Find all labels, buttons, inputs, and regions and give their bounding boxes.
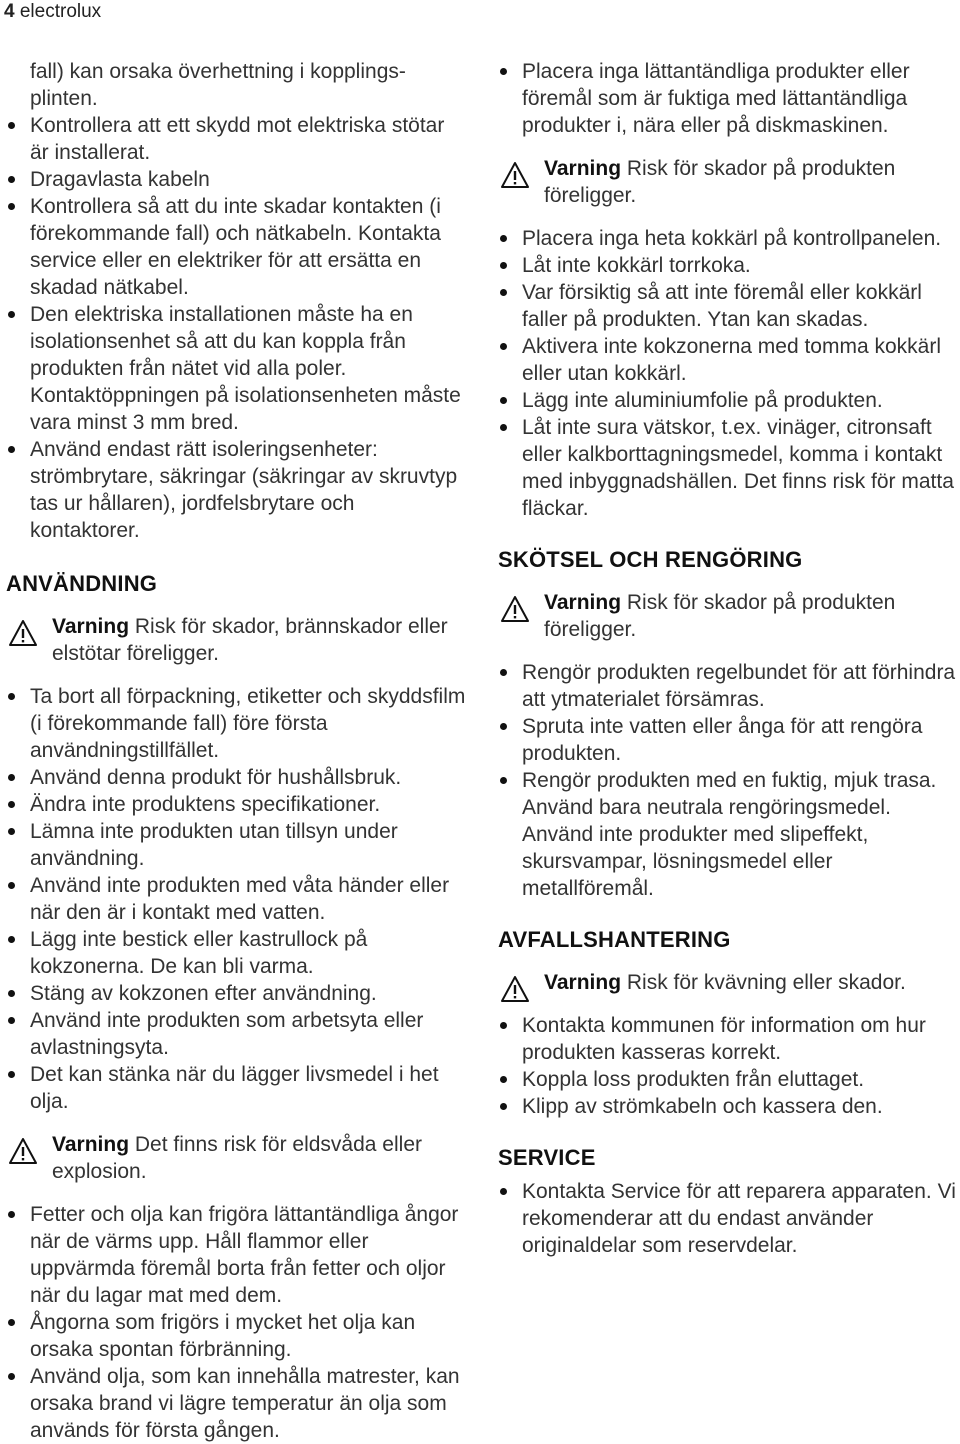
warning-text: Det finns risk för eldsvåda eller explosion. <box>52 1133 422 1183</box>
list-item-text: Lämna inte produkten utan tillsyn under användning. <box>30 820 398 870</box>
list-item-text: Kontrollera så att du inte skadar kontakten (i förekommande fall) och nätkabeln. Kontakta service eller en elektriker för att ersätta en skadad nätkabel. <box>30 195 441 299</box>
product-list <box>498 225 960 522</box>
bullet-icon <box>500 669 507 676</box>
list-item <box>6 980 468 1007</box>
warning-label: Varning <box>52 1133 130 1156</box>
list-item <box>6 1309 468 1363</box>
list-item-text: Kontakta Service för att reparera apparaten. Vi rekomenderar att du endast använder originaldelar som reservdelar. <box>522 1180 956 1257</box>
warning-label: Varning <box>52 615 130 638</box>
fire-warning <box>6 1131 468 1185</box>
bullet-icon <box>500 68 507 75</box>
product-warning <box>498 155 960 209</box>
list-item <box>498 1012 960 1066</box>
bullet-icon <box>500 397 507 404</box>
list-item <box>6 791 468 818</box>
page-header <box>4 0 101 24</box>
list-item <box>498 1093 960 1120</box>
list-item-text: Den elektriska installationen måste ha en isolationsenhet så att du kan koppla från produkten från nätet vid alla poler. Kontaktöppningen på isolationsenheten måste vara minst 3 mm bred. <box>30 303 461 434</box>
bullet-icon <box>8 774 15 781</box>
bullet-icon <box>500 723 507 730</box>
list-item-text: Var försiktig så att inte föremål eller kokkärl faller på produkten. Ytan kan skadas. <box>522 281 922 331</box>
warning-icon <box>8 619 38 647</box>
warning-icon <box>500 595 530 623</box>
list-item-text: Klipp av strömkabeln och kassera den. <box>522 1095 883 1118</box>
list-item-text: Använd denna produkt för hushållsbruk. <box>30 766 402 789</box>
bullet-icon <box>8 203 15 210</box>
care-heading: SKÖTSEL OCH RENGÖRING <box>498 547 803 572</box>
intro-list <box>6 112 468 544</box>
list-item <box>498 387 960 414</box>
list-item-text: Ändra inte produktens specifikationer. <box>30 793 381 816</box>
list-item <box>6 764 468 791</box>
bullet-icon <box>500 235 507 242</box>
list-item-text: Dragavlasta kabeln <box>30 168 210 191</box>
warning-label: Varning <box>544 971 622 994</box>
bullet-icon <box>500 1103 507 1110</box>
bullet-icon <box>500 424 507 431</box>
bullet-icon <box>8 1373 15 1380</box>
usage-heading: ANVÄNDNING <box>6 571 158 596</box>
warning-label: Varning <box>544 157 622 180</box>
care-list <box>498 659 960 902</box>
bullet-icon <box>500 1076 507 1083</box>
top-list <box>498 58 960 139</box>
brand-name: electrolux <box>19 1 102 22</box>
list-item <box>6 683 468 764</box>
list-item-text: Rengör produkten med en fuktig, mjuk trasa. Använd bara neutrala rengöringsmedel. Använd inte produkter med slipeffekt, skursvampar, lösningsmedel eller metallföremål. <box>522 769 937 900</box>
list-item <box>6 1363 468 1444</box>
list-item <box>6 436 468 544</box>
bullet-icon <box>8 990 15 997</box>
list-item <box>6 818 468 872</box>
waste-warning <box>498 969 960 996</box>
left-column <box>6 58 468 1444</box>
list-item-text: Rengör produkten regelbundet för att förhindra att ytmaterialet försämras. <box>522 661 956 711</box>
list-item <box>498 58 960 139</box>
list-item-text: Koppla loss produkten från eluttaget. <box>522 1068 865 1091</box>
list-item-text: Använd inte produkten med våta händer eller när den är i kontakt med vatten. <box>30 874 450 924</box>
list-item <box>498 659 960 713</box>
list-item <box>498 767 960 902</box>
bullet-icon <box>8 1319 15 1326</box>
list-item <box>6 1201 468 1309</box>
list-item <box>6 1061 468 1115</box>
list-item <box>6 112 468 166</box>
list-item <box>6 1007 468 1061</box>
bullet-icon <box>8 693 15 700</box>
care-warning <box>498 589 960 643</box>
service-list <box>498 1178 960 1259</box>
bullet-icon <box>8 1017 15 1024</box>
bullet-icon <box>8 882 15 889</box>
list-item-text: Låt inte sura vätskor, t.ex. vinäger, citronsaft eller kalkborttagningsmedel, komma i kontakt med inbyggnadshällen. Det finns risk för matta fläckar. <box>522 416 954 520</box>
waste-list <box>498 1012 960 1120</box>
right-column <box>498 58 960 1259</box>
bullet-icon <box>8 176 15 183</box>
list-item <box>498 225 960 252</box>
list-item <box>498 279 960 333</box>
list-item-text: Låt inte kokkärl torrkoka. <box>522 254 751 277</box>
list-item-text: Lägg inte bestick eller kastrullock på kokzonerna. De kan bli varma. <box>30 928 368 978</box>
list-item <box>498 713 960 767</box>
bullet-icon <box>8 446 15 453</box>
list-item <box>6 193 468 301</box>
fire-list <box>6 1201 468 1444</box>
list-item-text: Använd inte produkten som arbetsyta eller avlastningsyta. <box>30 1009 424 1059</box>
bullet-icon <box>500 343 507 350</box>
bullet-icon <box>8 936 15 943</box>
list-item-text: Lägg inte aluminiumfolie på produkten. <box>522 389 883 412</box>
list-item <box>498 414 960 522</box>
warning-label: Varning <box>544 591 622 614</box>
service-heading: SERVICE <box>498 1145 596 1170</box>
bullet-icon <box>500 262 507 269</box>
bullet-icon <box>8 828 15 835</box>
bullet-icon <box>500 1022 507 1029</box>
bullet-icon <box>500 1188 507 1195</box>
list-item-text: Kontrollera att ett skydd mot elektriska stötar är installerat. <box>30 114 445 164</box>
list-item-text: Placera inga heta kokkärl på kontrollpanelen. <box>522 227 942 250</box>
usage-list <box>6 683 468 1115</box>
list-item-text: Kontakta kommunen för information om hur produkten kasseras korrekt. <box>522 1014 926 1064</box>
page-number: 4 <box>4 1 15 22</box>
list-item-text: Placera inga lättantändliga produkter eller föremål som är fuktiga med lättantändliga produkter i, nära eller på diskmaskinen. <box>522 60 910 137</box>
list-item-text: Ångorna som frigörs i mycket het olja kan orsaka spontan förbränning. <box>30 1311 416 1361</box>
list-item-text: Aktivera inte kokzonerna med tomma kokkärl eller utan kokkärl. <box>522 335 942 385</box>
list-item <box>6 926 468 980</box>
bullet-icon <box>8 801 15 808</box>
list-item <box>6 301 468 436</box>
bullet-icon <box>8 1071 15 1078</box>
usage-warning <box>6 613 468 667</box>
list-item-text: Använd endast rätt isoleringsenheter: strömbrytare, säkringar (säkringar av skruvtyp tas ur hållaren), jordfelsbrytare och kontaktorer. <box>30 438 458 542</box>
bullet-icon <box>8 122 15 129</box>
list-item-text: Ta bort all förpackning, etiketter och skyddsfilm (i förekommande fall) före första användningstillfället. <box>30 685 466 762</box>
list-item <box>498 1178 960 1259</box>
bullet-icon <box>500 289 507 296</box>
list-item-text: Använd olja, som kan innehålla matrester, kan orsaka brand vi lägre temperatur än olja som används för första gången. <box>30 1365 460 1442</box>
list-item-text: Fetter och olja kan frigöra lättantändliga ångor när de värms upp. Håll flammor eller uppvärmda föremål borta från fetter och oljor när du lagar mat med dem. <box>30 1203 459 1307</box>
list-item-text: Det kan stänka när du lägger livsmedel i het olja. <box>30 1063 439 1113</box>
list-item <box>6 872 468 926</box>
list-item <box>498 1066 960 1093</box>
warning-icon <box>500 161 530 189</box>
waste-heading: AVFALLSHANTERING <box>498 927 731 952</box>
list-item <box>498 252 960 279</box>
bullet-icon <box>500 777 507 784</box>
warning-text: Risk för kvävning eller skador. <box>621 971 906 994</box>
bullet-icon <box>8 311 15 318</box>
list-item <box>6 166 468 193</box>
warning-icon <box>8 1137 38 1165</box>
warning-text: Risk för skador på produkten föreligger. <box>544 157 896 207</box>
intro-continuation: fall) kan orsaka överhettning i kopplings-plinten. <box>30 60 406 110</box>
warning-icon <box>500 975 530 1003</box>
list-item-text: Spruta inte vatten eller ånga för att rengöra produkten. <box>522 715 923 765</box>
warning-text: Risk för skador, brännskador eller elstötar föreligger. <box>52 615 448 665</box>
bullet-icon <box>8 1211 15 1218</box>
list-item-text: Stäng av kokzonen efter användning. <box>30 982 377 1005</box>
list-item <box>498 333 960 387</box>
warning-text: Risk för skador på produkten föreligger. <box>544 591 896 641</box>
